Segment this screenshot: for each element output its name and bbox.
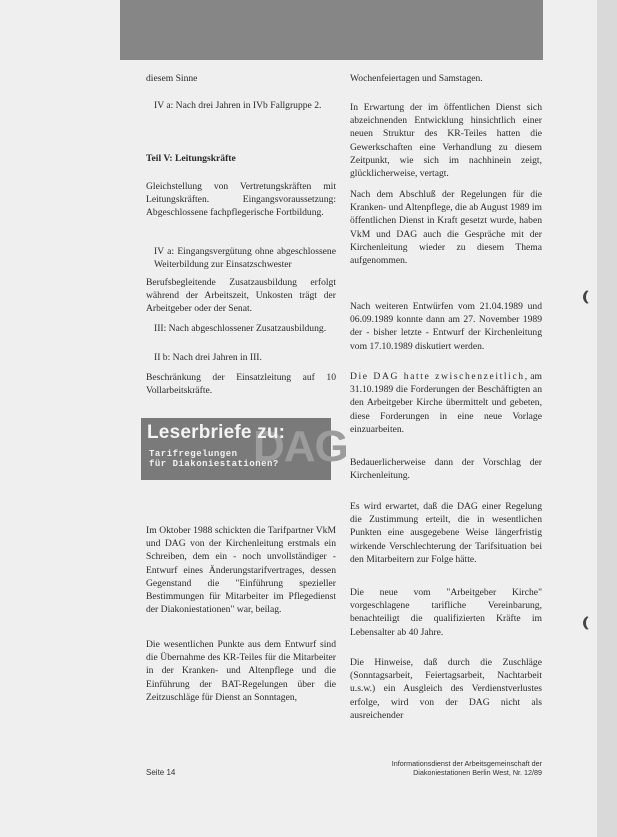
right-paragraph-5-spaced: Die DAG hatte zwischenzeitlich <box>350 371 525 382</box>
left-paragraph-10: Im Oktober 1988 schickten die Tarifpartner VkM und DAG von der Kirchenleitung erstmals ein Schreiben, dem ein - noch unvollständiger - Entwurf eines Änderungstarifvertrages, dessen Gegenstand die "Einführung spezieller Bestimmungen für Mitarbeiter im Pflegedienst der Diakoniestationen" war, beilag. <box>146 525 336 616</box>
right-paragraph-2: In Erwartung der im öffentlichen Dienst sich abzeichnenden Entwicklung hinsichtlich einer neuen Struktur des KR-Teiles hatten die Gewerkschaften eine Verhandlung zu diesem Zeitpunkt, wie sich im nachhinein zeigt, glücklicherweise, vertagt. <box>350 102 542 180</box>
page-number: Seite 14 <box>146 768 176 777</box>
left-block-beschraenkung <box>146 371 336 397</box>
right-block-3 <box>350 188 542 267</box>
left-block-oktober <box>146 524 336 616</box>
left-paragraph-7: III: Nach abgeschlossener Zusatzausbildung. <box>154 323 327 334</box>
banner-title: Leserbriefe zu: <box>147 422 286 443</box>
right-paragraph-6: Bedauerlicherweise dann der Vorschlag der Kirchenleitung. <box>350 457 542 482</box>
left-paragraph-6: Berufsbegleitende Zusatzausbildung erfolgt während der Arbeitszeit, Unkosten trägt der Arbeitgeber oder der Senat. <box>146 277 336 315</box>
left-block-iva <box>146 245 336 271</box>
left-paragraph-5: IV a: Eingangsvergütung ohne abgeschlossene Weiterbildung zur Einsatzschwester <box>154 246 336 271</box>
right-block-2 <box>350 101 542 180</box>
top-gray-band <box>120 0 543 60</box>
left-block-punkte <box>146 638 336 704</box>
banner-subtitle-line-2: für Diakoniestationen? <box>149 459 279 469</box>
right-block-4 <box>350 300 542 353</box>
left-block-iii <box>146 322 336 335</box>
banner-subtitle-line-1: Tarifregelungen <box>149 449 238 459</box>
right-paragraph-9: Die Hinweise, daß durch die Zuschläge (Sonntagsarbeit, Feiertagsarbeit, Nachtarbeit u.s.w.) ein Ausgleich des Verdienstverlustes erfolge, wird von der DAG nicht als ausreichender <box>350 657 542 721</box>
left-block-zusatz <box>146 276 336 316</box>
left-paragraph-4: Gleichstellung von Vertretungskräften mit Leitungskräften. Eingangsvoraussetzung: Abgeschlossene fachpflegerische Fortbildung. <box>146 181 336 219</box>
right-paragraph-7: Es wird erwartet, daß die DAG einer Regelung die Zustimmung erteilt, die in wesentlichen Punkten eine ausgegebene Weise längerfristig wirkende Verschlechterung der Tarifsituation bei den Mitarbeitern zur Folge hätte. <box>350 501 542 565</box>
right-paragraph-5 <box>350 370 542 436</box>
left-block-iib <box>146 351 336 364</box>
banner-subtitle <box>149 449 279 469</box>
right-block-1 <box>350 72 542 85</box>
leserbriefe-banner <box>141 418 348 480</box>
left-paragraph-11: Die wesentlichen Punkte aus dem Entwurf sind die Übernahme des KR-Teiles für die Mitarbeiter in der Kranken- und Altenpflege und die Einführung der BAT-Regelungen über die Zeitzuschläge für Dienst an Sonntagen, <box>146 639 336 703</box>
left-paragraph-1: diesem Sinne <box>146 73 198 84</box>
publication-info <box>330 759 542 777</box>
banner-background-lettering: DAG <box>253 422 348 471</box>
right-block-5 <box>350 370 542 436</box>
right-paragraph-5-rest: , am 31.10.1989 die Forderungen der Beschäftigten an den Arbeitgeber Kirche übermittelt und gebeten, diese Forderungen in eine neue Vorlage einzuarbeiten. <box>350 371 542 435</box>
publication-info-line-2: Diakoniestationen Berlin West, Nr. 12/89 <box>413 768 542 777</box>
punch-hole-mark <box>583 289 600 305</box>
left-block-gleichstellung <box>146 180 336 220</box>
left-tariff-line <box>146 99 336 112</box>
left-paragraph-2: IV a: Nach drei Jahren in IVb Fallgruppe 2. <box>154 100 322 111</box>
right-block-8 <box>350 586 542 639</box>
right-paragraph-1: Wochenfeiertagen und Samstagen. <box>350 73 483 84</box>
right-paragraph-3: Nach dem Abschluß der Regelungen für die Kranken- und Altenpflege, die ab August 1989 im öffentlichen Dienst in Kraft gesetzt wurde, haben VkM und DAG auch die Gespräche mit der Kirchenleitung wieder zu diesem Thema aufgenommen. <box>350 189 542 267</box>
left-paragraph-8: II b: Nach drei Jahren in III. <box>154 352 262 363</box>
page-edge-shadow <box>597 0 617 837</box>
right-paragraph-8: Die neue vom "Arbeitgeber Kirche" vorgeschlagene tarifliche Vereinbarung, benachteiligt die qualifizierten Kräfte im Lebensalter ab 40 Jahre. <box>350 587 542 638</box>
left-column <box>146 72 336 85</box>
punch-hole-mark <box>583 615 600 631</box>
right-block-9 <box>350 656 542 722</box>
left-section-heading <box>146 152 336 165</box>
section-heading-teil-v: Teil V: Leitungskräfte <box>146 153 236 164</box>
right-paragraph-4: Nach weiteren Entwürfen vom 21.04.1989 und 06.09.1989 konnte dann am 27. November 1989 der - bisher letzte - Entwurf der Kirchenleitung vom 17.10.1989 diskutiert werden. <box>350 301 542 352</box>
publication-info-line-1: Informationsdienst der Arbeitsgemeinschaft der <box>391 759 542 768</box>
right-block-6 <box>350 456 542 482</box>
left-paragraph-9: Beschränkung der Einsatzleitung auf 10 Vollarbeitskräfte. <box>146 372 336 397</box>
right-block-7 <box>350 500 542 566</box>
